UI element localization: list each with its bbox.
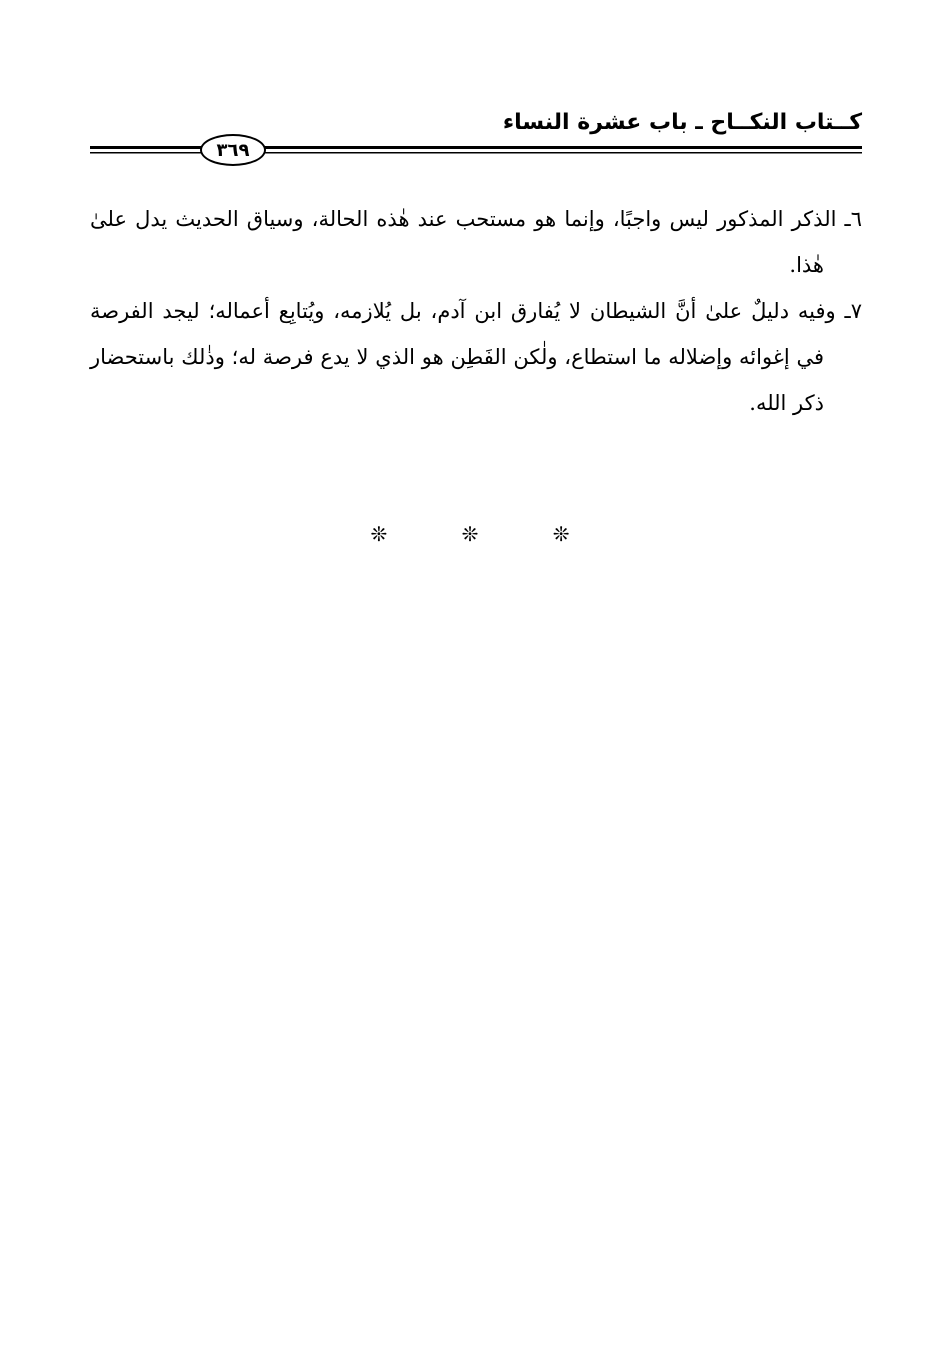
page-number: ٣٦٩ <box>200 134 266 166</box>
section-separator: ❊ ❊ ❊ <box>370 522 604 546</box>
chapter-title: كــتاب النكــاح ـ باب عشرة النساء <box>502 110 862 135</box>
main-content <box>90 196 862 426</box>
point-6: ٦ـ الذكر المذكور ليس واجبًا، وإنما هو مستحب عند هٰذه الحالة، وسياق الحديث يدل علىٰ هٰذا. <box>90 207 862 277</box>
point-7: ٧ـ وفيه دليلٌ علىٰ أنَّ الشيطان لا يُفارق ابن آدم، بل يُلازمه، ويُتابِع أعماله؛ ليجد الفرصة في إغوائه وإضلاله ما استطاع، ولٰكن الفَطِن هو الذي لا يدع فرصة له؛ وذٰلك باستحضار ذكر الله. <box>90 299 862 415</box>
page-header <box>90 104 862 174</box>
